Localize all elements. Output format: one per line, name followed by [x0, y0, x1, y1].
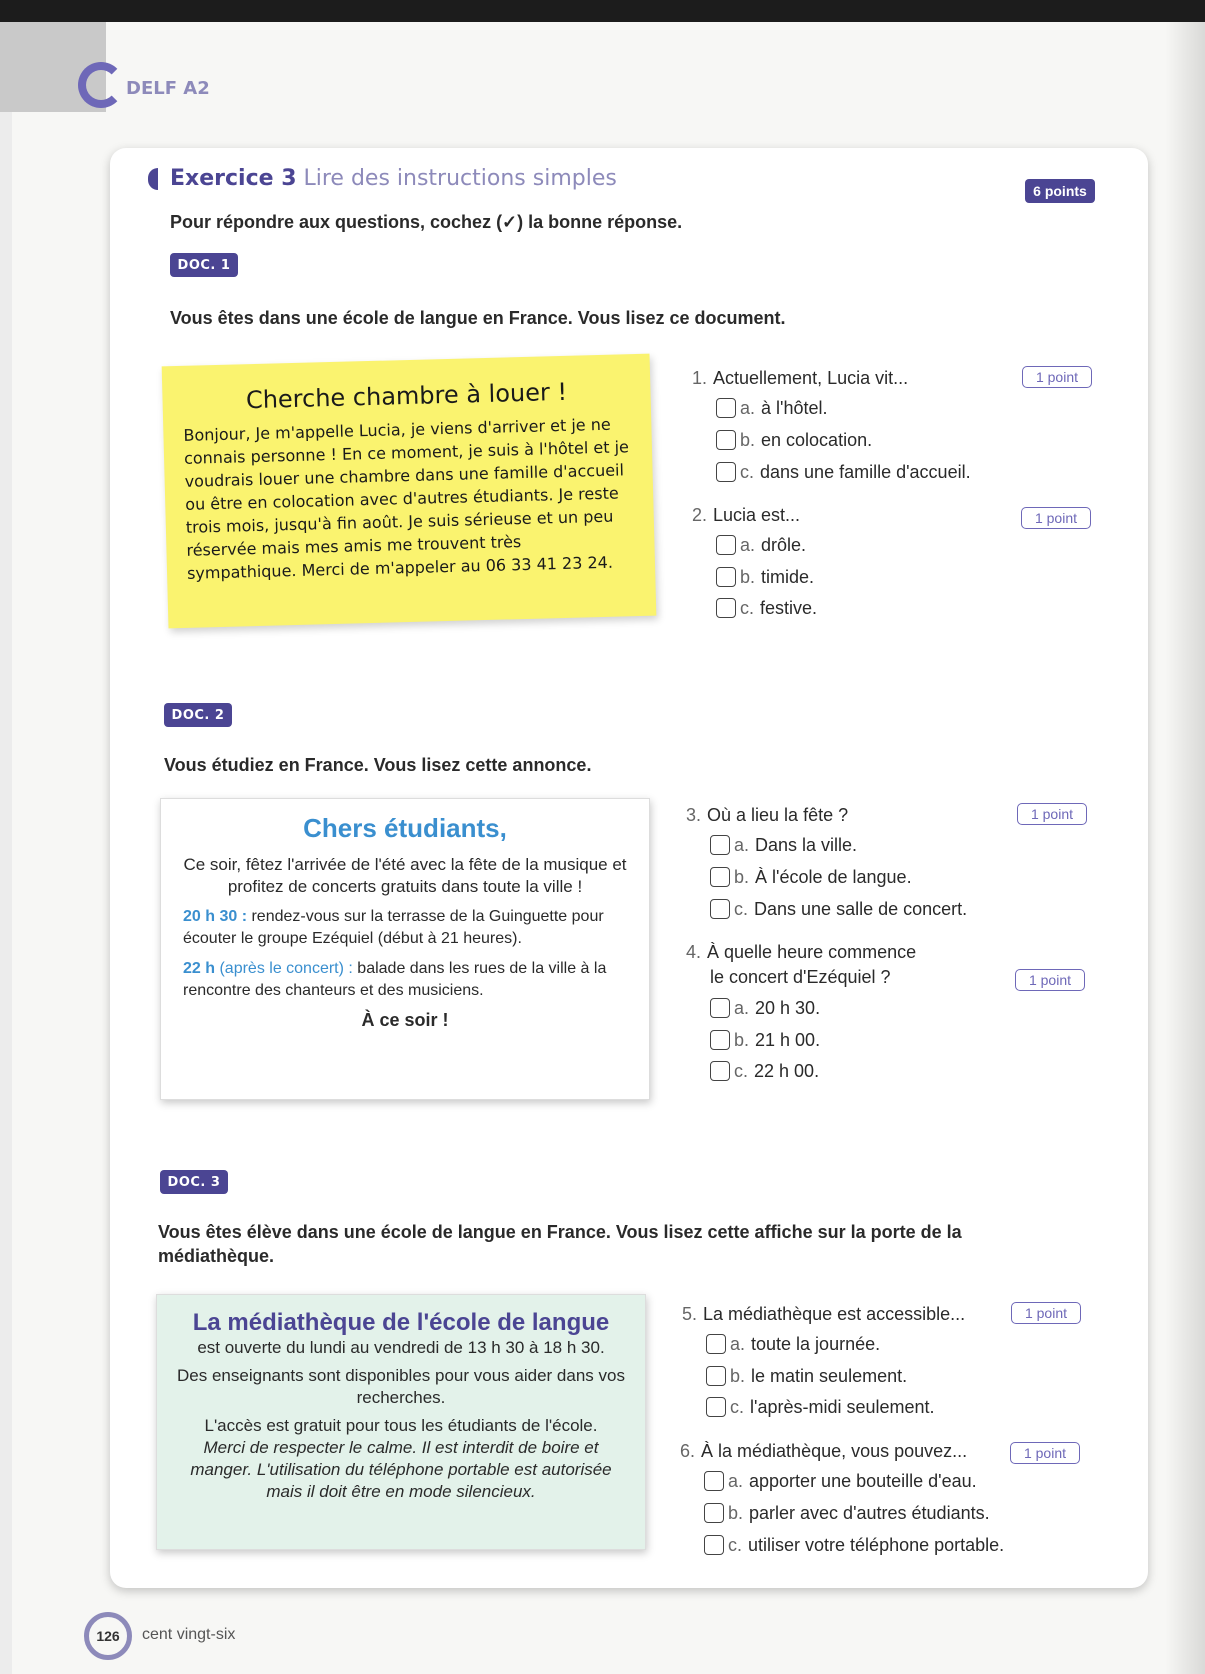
q3-option-a[interactable] [710, 834, 857, 856]
checkbox[interactable] [710, 867, 730, 887]
checkbox[interactable] [710, 835, 730, 855]
question-text-line-2: le concert d'Ezéquiel ? [710, 967, 891, 987]
announcement-title: Chers étudiants, [303, 813, 507, 843]
doc1-sticky-note [162, 354, 657, 629]
question-text: Actuellement, Lucia vit... [713, 368, 909, 388]
checkbox[interactable] [706, 1397, 726, 1417]
q2-option-b[interactable] [716, 566, 814, 588]
poster-rules: Merci de respecter le calme. Il est interdit de boire et manger. L'utilisation du téléphone portable est autorisée mais il doit être en mode silencieux. [190, 1438, 612, 1501]
q6-option-a[interactable] [704, 1470, 977, 1492]
option-letter: c. [740, 462, 755, 482]
question-number: 1. [692, 368, 708, 388]
q4-option-c[interactable] [710, 1060, 819, 1082]
checkbox[interactable] [706, 1366, 726, 1386]
time-label: 20 h 30 : [183, 908, 248, 925]
checkbox[interactable] [704, 1535, 724, 1555]
q1-option-a[interactable] [716, 397, 828, 419]
question-text: Lucia est... [713, 505, 801, 525]
checkbox[interactable] [716, 430, 736, 450]
checkbox[interactable] [704, 1471, 724, 1491]
q3-option-c[interactable] [710, 898, 967, 920]
doc2-badge: DOC. 2 [164, 703, 232, 727]
header-label: DELF A2 [126, 78, 210, 99]
option-letter: a. [730, 1334, 746, 1354]
option-letter: c. [734, 899, 749, 919]
checkbox[interactable] [716, 462, 736, 482]
doc1-badge: DOC. 1 [170, 253, 238, 277]
q5-option-a[interactable] [706, 1333, 880, 1355]
question-2 [692, 503, 800, 527]
option-letter: b. [734, 867, 750, 887]
q5-option-c[interactable] [706, 1396, 935, 1418]
q5-option-b[interactable] [706, 1365, 907, 1387]
question-4-points: 1 point [1015, 969, 1085, 991]
option-letter: c. [730, 1397, 745, 1417]
option-letter: a. [740, 398, 756, 418]
option-text: parler avec d'autres étudiants. [749, 1503, 990, 1523]
question-number: 4. [686, 942, 702, 962]
checkbox[interactable] [710, 1061, 730, 1081]
option-letter: b. [734, 1030, 750, 1050]
option-letter: a. [728, 1471, 744, 1491]
option-text: en colocation. [761, 430, 873, 450]
checkbox[interactable] [716, 567, 736, 587]
time-note: (après le concert) : [215, 960, 353, 977]
checkbox[interactable] [710, 998, 730, 1018]
question-6-points: 1 point [1010, 1442, 1080, 1464]
option-text: dans une famille d'accueil. [760, 462, 971, 482]
poster-title: La médiathèque de l'école de langue [192, 1309, 610, 1336]
option-text: timide. [761, 567, 815, 587]
option-letter: a. [740, 535, 756, 555]
option-text: 21 h 00. [755, 1030, 821, 1050]
q2-option-c[interactable] [716, 597, 817, 619]
announcement-line-2 [183, 958, 627, 1002]
option-letter: a. [734, 998, 750, 1018]
page-gutter-shadow [1165, 22, 1205, 1674]
question-2-points: 1 point [1021, 507, 1091, 529]
q4-option-b[interactable] [710, 1029, 820, 1051]
poster-hours: est ouverte du lundi au vendredi de 13 h 30 à 18 h 30. [197, 1338, 605, 1357]
option-text: 22 h 00. [754, 1061, 820, 1081]
option-text: À l'école de langue. [755, 867, 912, 887]
checkbox[interactable] [716, 535, 736, 555]
question-text: La médiathèque est accessible... [703, 1304, 966, 1324]
top-edge [0, 0, 1205, 22]
question-text: À la médiathèque, vous pouvez... [701, 1441, 968, 1461]
q3-option-b[interactable] [710, 866, 912, 888]
option-text: 20 h 30. [755, 998, 821, 1018]
question-number: 2. [692, 505, 708, 525]
poster-teachers: Des enseignants sont disponibles pour vous aider dans vos recherches. [177, 1366, 625, 1407]
page-number-words: cent vingt-six [142, 1626, 236, 1643]
note-title: Cherche chambre à louer ! [245, 377, 568, 415]
option-letter: b. [740, 430, 756, 450]
q2-option-a[interactable] [716, 534, 806, 556]
line-text: balade dans les rues de la ville à la rencontre des chanteurs et des musiciens. [183, 960, 607, 999]
q1-option-c[interactable] [716, 461, 971, 483]
checkbox[interactable] [704, 1503, 724, 1523]
checkbox[interactable] [716, 398, 736, 418]
checkbox[interactable] [710, 1030, 730, 1050]
announcement-closing: À ce soir ! [361, 1010, 449, 1030]
note-body: Bonjour, Je m'appelle Lucia, je viens d'arriver et je ne connais personne ! En ce moment, je suis à l'hôtel et je voudrais louer une chambre dans une famille d'accueil ou être en colocation avec d'autres étudiants. Je reste trois mois, jusqu'à fin août. Je suis sérieuse et un peu réservée mais mes amis me trouvent très sympathique. Merci de m'appeler au 06 33 41 23 24. [183, 414, 630, 583]
option-letter: c. [740, 598, 755, 618]
exercise-number: Exercice 3 [170, 166, 297, 191]
doc2-announcement [160, 798, 650, 1100]
question-number: 6. [680, 1441, 696, 1461]
checkbox[interactable] [710, 899, 730, 919]
question-5-points: 1 point [1011, 1302, 1081, 1324]
option-text: festive. [760, 598, 818, 618]
exercise-instruction: Pour répondre aux questions, cochez (✓) la bonne réponse. [170, 212, 683, 232]
q6-option-b[interactable] [704, 1502, 990, 1524]
doc2-intro: Vous étudiez en France. Vous lisez cette annonce. [164, 755, 592, 775]
option-letter: b. [730, 1366, 746, 1386]
exercise-subtitle: Lire des instructions simples [303, 166, 617, 191]
doc3-poster [156, 1294, 646, 1550]
page-number: 126 [84, 1612, 132, 1660]
question-1 [692, 366, 908, 390]
option-letter: c. [734, 1061, 749, 1081]
option-text: apporter une bouteille d'eau. [749, 1471, 977, 1491]
option-letter: b. [728, 1503, 744, 1523]
poster-access: L'accès est gratuit pour tous les étudiants de l'école. [204, 1416, 598, 1435]
question-3 [686, 803, 848, 827]
announcement-paragraph: Ce soir, fêtez l'arrivée de l'été avec la fête de la musique et profitez de concerts gratuits dans toute la ville ! [183, 855, 627, 896]
checkbox[interactable] [706, 1334, 726, 1354]
option-text: le matin seulement. [751, 1366, 908, 1386]
option-text: drôle. [761, 535, 807, 555]
announcement-line-1 [183, 906, 627, 950]
option-letter: b. [740, 567, 756, 587]
time-label: 22 h [183, 960, 216, 977]
line-text: rendez-vous sur la terrasse de la Guinguette pour écouter le groupe Ezéquiel (début à 21 heures). [183, 908, 604, 947]
option-letter: c. [728, 1535, 743, 1555]
checkbox[interactable] [716, 598, 736, 618]
question-5 [682, 1302, 965, 1326]
option-letter: a. [734, 835, 750, 855]
question-number: 3. [686, 805, 702, 825]
q4-option-a[interactable] [710, 997, 820, 1019]
exercise-points-badge: 6 points [1025, 179, 1095, 203]
question-6 [680, 1439, 967, 1463]
option-text: utiliser votre téléphone portable. [748, 1535, 1005, 1555]
exercise-title [170, 166, 617, 191]
q1-option-b[interactable] [716, 429, 872, 451]
option-text: Dans une salle de concert. [754, 899, 968, 919]
page-left-edge [0, 112, 12, 1674]
option-text: l'après-midi seulement. [750, 1397, 935, 1417]
question-4 [686, 940, 916, 990]
doc3-intro: Vous êtes élève dans une école de langue en France. Vous lisez cette affiche sur la porte de la médiathèque. [158, 1222, 962, 1266]
header-arc-icon [78, 62, 124, 108]
question-text: Où a lieu la fête ? [707, 805, 849, 825]
option-text: à l'hôtel. [761, 398, 828, 418]
q6-option-c[interactable] [704, 1534, 1004, 1556]
question-3-points: 1 point [1017, 803, 1087, 825]
question-1-points: 1 point [1022, 366, 1092, 388]
question-text: À quelle heure commence [707, 942, 917, 962]
doc3-badge: DOC. 3 [160, 1170, 228, 1194]
option-text: toute la journée. [751, 1334, 881, 1354]
question-number: 5. [682, 1304, 698, 1324]
doc1-intro: Vous êtes dans une école de langue en France. Vous lisez ce document. [170, 308, 786, 328]
option-text: Dans la ville. [755, 835, 858, 855]
